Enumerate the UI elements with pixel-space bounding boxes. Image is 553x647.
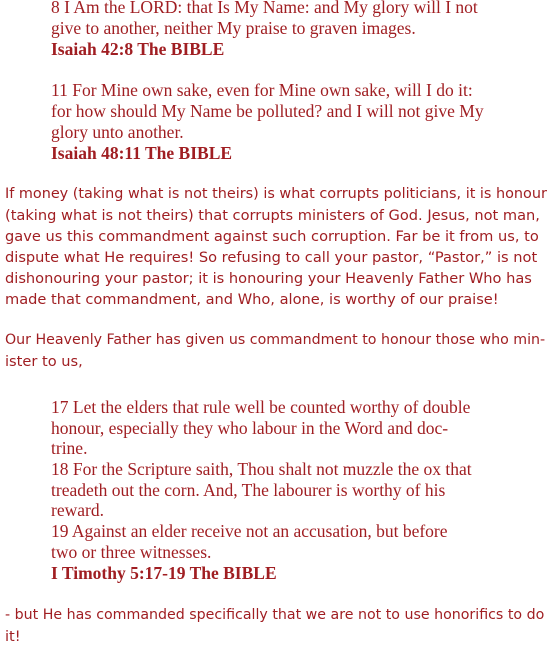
- verse-isaiah-48-11-line-2: for how should My Name be polluted? and I will not give My: [51, 101, 484, 121]
- reference-isaiah-48-11: Isaiah 48:11 The BIBLE: [51, 143, 233, 163]
- verse-isaiah-42-8-line-2: give to another, neither My praise to graven images.: [51, 18, 416, 38]
- verse-timothy-line-8: two or three witnesses.: [51, 542, 212, 562]
- verse-timothy-line-5: treadeth out the corn. And, The labourer is worthy of his: [51, 480, 446, 500]
- verse-timothy-line-2: honour, especially they who labour in the Word and doc-: [51, 418, 449, 438]
- reference-timothy: I Timothy 5:17-19 The BIBLE: [51, 563, 277, 583]
- verse-isaiah-48-11-line-1: 11 For Mine own sake, even for Mine own sake, will I do it:: [51, 80, 473, 100]
- paragraph-honour-line-4: dispute what He requires! So refusing to call your pastor, “Pastor,” is not: [5, 249, 538, 266]
- paragraph-commandment-line-1: Our Heavenly Father has given us commandment to honour those who min-: [5, 332, 546, 348]
- verse-isaiah-48-11-line-3: glory unto another.: [51, 122, 184, 142]
- paragraph-honour-line-5: dishonouring your pastor; it is honouring your Heavenly Father Who has: [5, 270, 532, 287]
- verse-isaiah-42-8-line-1: 8 I Am the LORD: that Is My Name: and My glory will I not: [51, 0, 478, 17]
- verse-timothy-line-1: 17 Let the elders that rule well be counted worthy of double: [51, 397, 471, 417]
- paragraph-honour-line-2: (taking what is not theirs) that corrupts ministers of God. Jesus, not man,: [5, 207, 540, 224]
- verse-timothy-line-7: 19 Against an elder receive not an accusation, but before: [51, 521, 448, 541]
- verse-timothy-line-4: 18 For the Scripture saith, Thou shalt not muzzle the ox that: [51, 459, 472, 479]
- paragraph-honour-line-6: made that commandment, and Who, alone, is worthy of our praise!: [5, 291, 499, 308]
- paragraph-honour-line-1: If money (taking what is not theirs) is what corrupts politicians, it is honour: [5, 186, 547, 202]
- paragraph-honorifics-line-2: it!: [5, 628, 21, 645]
- paragraph-honorifics-line-1: - but He has commanded specifically that we are not to use honorifics to do: [5, 607, 545, 623]
- verse-timothy-line-6: reward.: [51, 500, 104, 520]
- paragraph-honour-line-3: gave us this commandment against such corruption. Far be it from us, to: [5, 228, 539, 245]
- verse-timothy-line-3: trine.: [51, 438, 88, 458]
- reference-isaiah-42-8: Isaiah 42:8 The BIBLE: [51, 39, 225, 59]
- paragraph-commandment-line-2: ister to us,: [5, 353, 83, 370]
